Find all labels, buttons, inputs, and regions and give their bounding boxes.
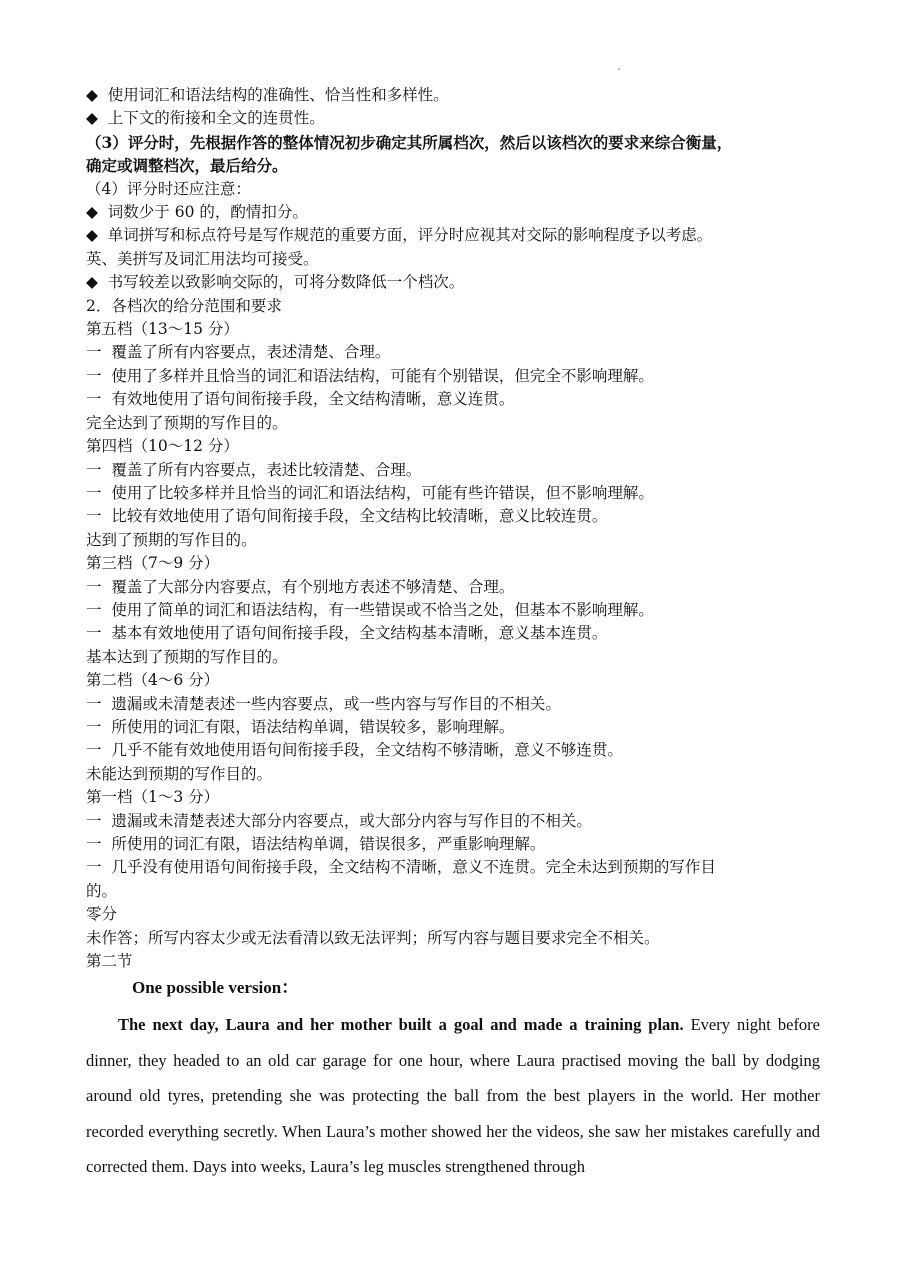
rule-line: 2．各档次的给分范围和要求 <box>86 296 282 315</box>
scan-mark <box>618 68 620 70</box>
rule-line: 第二节 <box>86 952 133 971</box>
rule-line: 零分 <box>86 905 118 924</box>
rule-line: 一 遗漏或未清楚表述大部分内容要点，或大部分内容与写作目的不相关。 <box>86 811 592 830</box>
rule-line: 第三档（7～9 分） <box>86 554 220 573</box>
rule-line: 一 使用了简单的词汇和语法结构，有一些错误或不恰当之处，但基本不影响理解。 <box>86 600 654 619</box>
rule-line: ◆ 书写较差以致影响交际的，可将分数降低一个档次。 <box>86 273 465 292</box>
scoring-rules <box>86 84 820 973</box>
rule-line: ◆ 上下文的衔接和全文的连贯性。 <box>86 109 325 128</box>
rule-line: 一 覆盖了所有内容要点，表述清楚、合理。 <box>86 343 391 362</box>
rule-line: 第五档（13～15 分） <box>86 320 239 339</box>
document-page <box>86 84 820 1185</box>
rule-line: 一 使用了比较多样并且恰当的词汇和语法结构，可能有些许错误，但不影响理解。 <box>86 483 654 502</box>
rule-line: 完全达到了预期的写作目的。 <box>86 413 288 432</box>
rule-line: 第一档（1～3 分） <box>86 788 220 807</box>
rule-line: 一 比较有效地使用了语句间衔接手段，全文结构比较清晰，意义比较连贯。 <box>86 507 608 526</box>
rule-line: 一 几乎没有使用语句间衔接手段，全文结构不清晰，意义不连贯。完全未达到预期的写作目 <box>86 858 716 877</box>
rule-line: 英、美拼写及词汇用法均可接受。 <box>86 249 319 268</box>
rule-line: 一 基本有效地使用了语句间衔接手段，全文结构基本清晰，意义基本连贯。 <box>86 624 608 643</box>
rule-line: ◆ 单词拼写和标点符号是写作规范的重要方面，评分时应视其对交际的影响程度予以考虑。 <box>86 226 713 245</box>
rule-line: 的。 <box>86 881 118 900</box>
rule-line: 确定或调整档次，最后给分。 <box>86 156 288 176</box>
rule-line: 一 几乎不能有效地使用语句间衔接手段，全文结构不够清晰，意义不够连贯。 <box>86 741 623 760</box>
rule-line: 达到了预期的写作目的。 <box>86 530 257 549</box>
essay-body: Every night before dinner, they headed to an old car garage for one hour, where Laura practised moving the ball by dodging around old tyres, pretending she was protecting the ball from the best players in the world. Her mother recorded everything secretly. When Laura’s mother showed her the videos, she saw her mistakes carefully and corrected them. Days into weeks, Laura’s leg muscles strengthened through <box>86 1015 821 1177</box>
essay-paragraph <box>86 1007 820 1185</box>
rule-line: 第二档（4～6 分） <box>86 671 220 690</box>
rule-line: ◆ 词数少于 60 的，酌情扣分。 <box>86 203 308 222</box>
rule-line: （3）评分时，先根据作答的整体情况初步确定其所属档次，然后以该档次的要求来综合衡量， <box>86 132 733 152</box>
rule-line: 一 使用了多样并且恰当的词汇和语法结构，可能有个别错误，但完全不影响理解。 <box>86 366 654 385</box>
rule-line: 一 所使用的词汇有限，语法结构单调，错误很多，严重影响理解。 <box>86 835 546 853</box>
rule-line: ◆ 使用词汇和语法结构的准确性、恰当性和多样性。 <box>86 86 449 104</box>
rule-line: 一 覆盖了大部分内容要点，有个别地方表述不够清楚、合理。 <box>86 577 515 596</box>
rule-line: 未能达到预期的写作目的。 <box>86 764 273 783</box>
rule-line: 一 遗漏或未清楚表述一些内容要点，或一些内容与写作目的不相关。 <box>86 694 561 713</box>
rule-line: 一 覆盖了所有内容要点，表述比较清楚、合理。 <box>86 460 422 479</box>
rule-line: 未作答；所写内容太少或无法看清以致无法评判；所写内容与题目要求完全不相关。 <box>86 928 660 947</box>
rule-line: 第四档（10～12 分） <box>86 437 239 456</box>
essay-heading: One possible version： <box>132 978 299 998</box>
rule-line: 基本达到了预期的写作目的。 <box>86 647 288 666</box>
rule-line: （4）评分时还应注意： <box>86 179 251 198</box>
rule-line: 一 所使用的词汇有限，语法结构单调，错误较多，影响理解。 <box>86 717 515 736</box>
essay-lead-sentence: The next day, Laura and her mother built a goal and made a training plan. <box>118 1015 684 1035</box>
rule-line: 一 有效地使用了语句间衔接手段，全文结构清晰，意义连贯。 <box>86 390 515 409</box>
